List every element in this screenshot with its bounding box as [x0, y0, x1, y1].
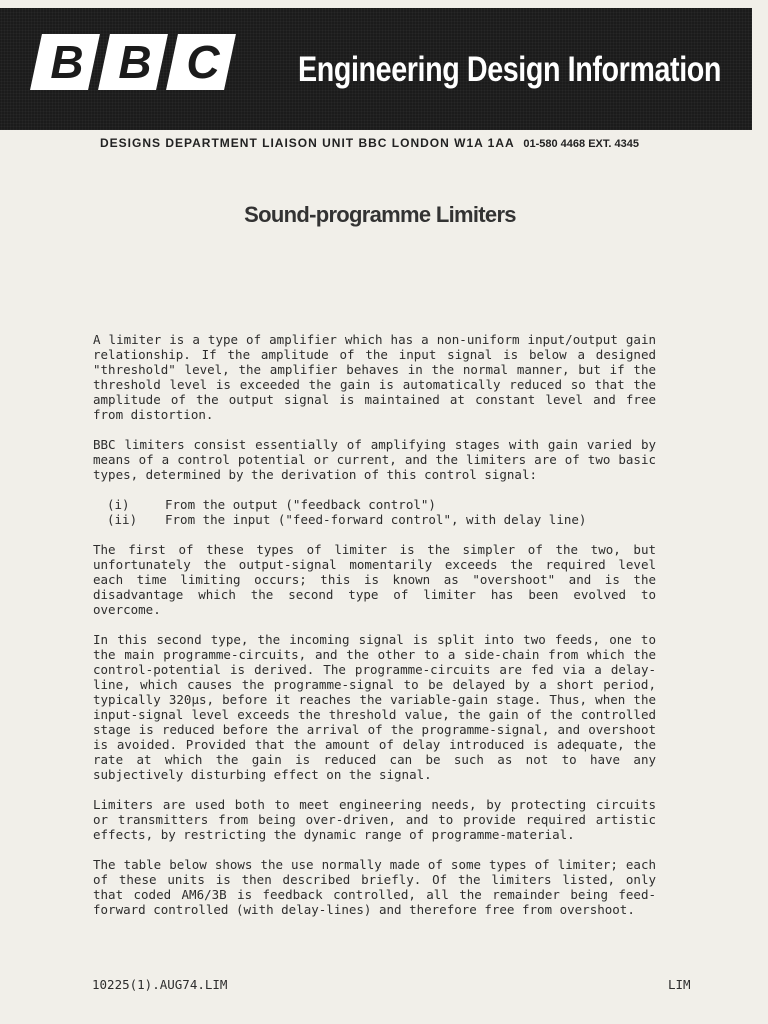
logo-letter: C [186, 36, 220, 88]
header-banner [0, 8, 752, 130]
list-item-text: From the input ("feed-forward control", with delay line) [165, 512, 587, 527]
paragraph: The table below shows the use normally made of some types of limiter; each of these units is then described briefly. Of the limiters listed, only that coded AM6/3B is feedback controlled, all the remainder being feed-forward controlled (with delay-lines) and therefore free from overshoot. [93, 857, 656, 917]
paragraph: The first of these types of limiter is the simpler of the two, but unfortunately the output-signal momentarily exceeds the required level each time limiting occurs; this is known as "overshoot" and is the disadvantage which the second type of limiter has been evolved to overcome. [93, 542, 656, 617]
paragraph: A limiter is a type of amplifier which has a non-uniform input/output gain relationship. If the amplitude of the input signal is below a designed "threshold" level, the amplifier behaves in the normal manner, but if the threshold level is exceeded the gain is automatically reduced so that the amplitude of the output signal is maintained at constant level and free from distortion. [93, 332, 656, 422]
logo-letter: B [50, 36, 84, 88]
list-item-number: (i) [107, 497, 130, 512]
logo-letter: B [118, 36, 152, 88]
document-body [93, 332, 656, 932]
paragraph: BBC limiters consist essentially of amplifying stages with gain varied by means of a control potential or current, and the limiters are of two basic types, determined by the derivation of this control signal: [93, 437, 656, 482]
document-title: Sound-programme Limiters [244, 202, 516, 227]
footer-code: LIM [668, 977, 691, 992]
paragraph: In this second type, the incoming signal is split into two feeds, one to the main programme-circuits, and the other to a side-chain from which the control-potential is derived. The programme-circuits are fed via a delay-line, which causes the programme-signal to be delayed by a short period, typically 320µs, before it reaches the variable-gain stage. Thus, when the input-signal level exceeds the threshold value, the gain of the controlled stage is reduced before the arrival of the programme-signal, and overshoot is avoided. Provided that the amount of delay introduced is adequate, the rate at which the gain is reduced can be such as not to have any subjectively disturbing effect on the signal. [93, 632, 656, 782]
list-item [93, 512, 656, 527]
phone-number: 01-580 4468 EXT. 4345 [523, 138, 639, 150]
limiter-types-list [93, 497, 656, 527]
address-line: DESIGNS DEPARTMENT LIAISON UNIT BBC LONDON W1A 1AA [100, 136, 515, 150]
paragraph: Limiters are used both to meet engineering needs, by protecting circuits or transmitters from being over-driven, and to provide required artistic effects, by restricting the dynamic range of programme-material. [93, 797, 656, 842]
banner-title: Engineering Design Information [298, 50, 722, 89]
list-item [93, 497, 656, 512]
department-address [100, 136, 680, 150]
list-item-text: From the output ("feedback control") [165, 497, 436, 512]
footer-reference: 10225(1).AUG74.LIM [92, 977, 228, 992]
list-item-number: (ii) [107, 512, 138, 527]
bbc-logo [36, 34, 236, 90]
